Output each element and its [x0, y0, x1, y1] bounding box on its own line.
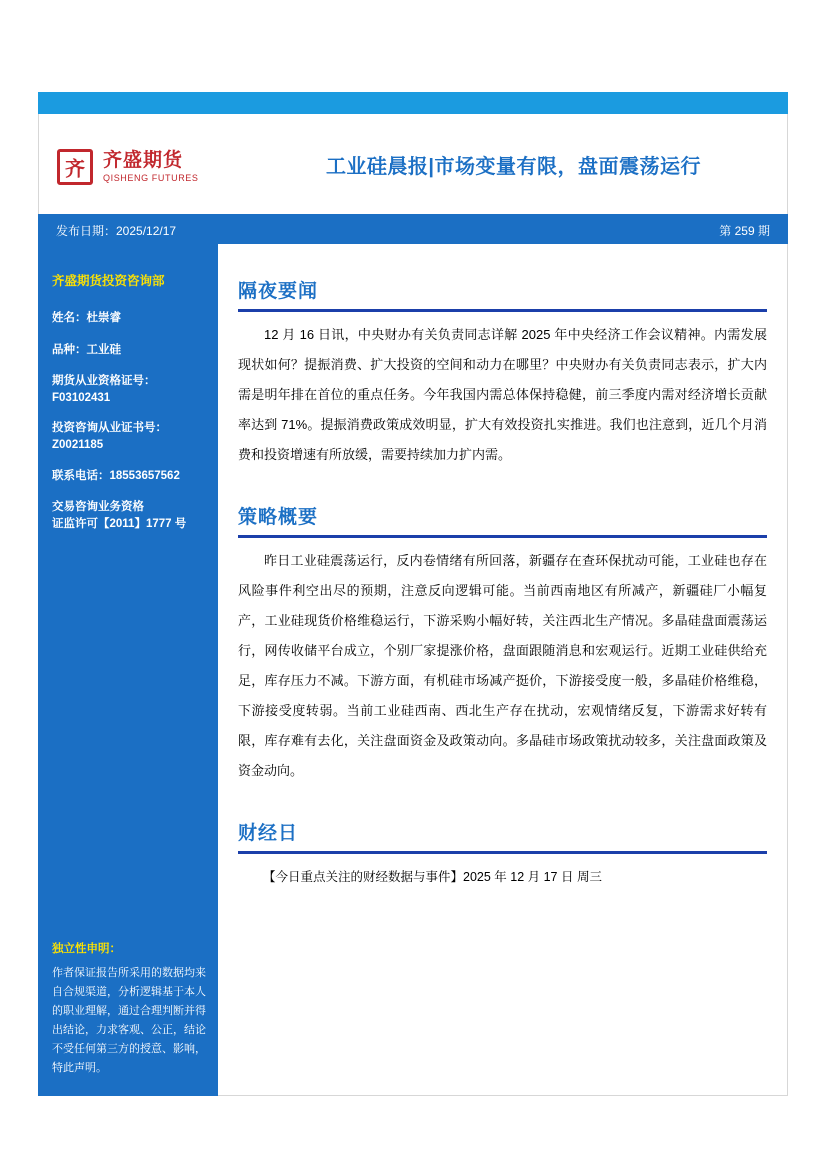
- sidebar-analyst-name: 姓名：杜崇睿: [52, 312, 121, 324]
- sidebar-license-value: 证监许可【2011】1777 号: [52, 518, 187, 530]
- section-strategy: [238, 474, 767, 786]
- disclaimer-title: 独立性申明：: [52, 943, 121, 955]
- logo-english-name: QISHENG FUTURES: [103, 173, 199, 183]
- sidebar-phone: 联系电话：18553657562: [52, 470, 180, 482]
- section-divider: [238, 535, 767, 538]
- document-header: [38, 114, 788, 214]
- sidebar-consult-value: Z0021185: [52, 439, 104, 451]
- section-calendar: [238, 790, 767, 892]
- sidebar-qualification-value: F03102431: [52, 392, 111, 404]
- sidebar-disclaimer: [52, 940, 206, 1078]
- issue-number: 第 259 期: [719, 224, 770, 238]
- section-body: 昨日工业硅震荡运行，反内卷情绪有所回落，新疆存在查环保扰动可能，工业硅也存在风险事件利空出尽的预期，注意反向逻辑可能。当前西南地区有所减产，新疆硅厂小幅复产，工业硅现货价格维稳运行，下游采购小幅好转，关注西北生产情况。多晶硅盘面震荡运行，网传收储平台成立，个别厂家提涨价格，盘面跟随消息和宏观运行。近期工业硅供给充足，库存压力不减。下游方面，有机硅市场减产挺价，下游接受度一般，多晶硅价格维稳，下游接受度转弱。当前工业硅西南、西北生产存在扰动，宏观情绪反复，下游需求好转有限，库存难有去化，关注盘面资金及政策动向。多晶硅市场政策扰动较多，关注盘面政策及资金动向。: [238, 553, 767, 778]
- sidebar-department: 齐盛期货投资咨询部: [52, 274, 165, 288]
- disclaimer-body: 作者保证报告所采用的数据均来自合规渠道，分析逻辑基于本人的职业理解，通过合理判断并得出结论，力求客观、公正，结论不受任何第三方的授意、影响，特此声明。: [52, 967, 206, 1074]
- section-heading: 财经日: [238, 823, 299, 844]
- company-logo: [57, 140, 237, 194]
- publication-bar: [38, 214, 788, 244]
- section-body: 12 月 16 日讯，中央财办有关负责同志详解 2025 年中央经济工作会议精神。内需发展现状如何？提振消费、扩大投资的空间和动力在哪里？中央财办有关负责同志表示，扩大内需是明年排在首位的重点任务。今年我国内需总体保持稳健，前三季度内需对经济增长贡献率达到 71%。提振消费政策成效明显，扩大有效投资扎实推进。我们也注意到，近几个月消费和投资增速有所放缓，需要持续加力扩内需。: [238, 327, 767, 462]
- sidebar-consult-label: 投资咨询从业证书号：: [52, 422, 167, 434]
- section-body: 【今日重点关注的财经数据与事件】2025 年 12 月 17 日 周三: [263, 870, 602, 884]
- page-title: 工业硅晨报|市场变量有限，盘面震荡运行: [325, 156, 702, 178]
- sidebar-qualification-label: 期货从业资格证号：: [52, 375, 156, 387]
- logo-chinese-name: 齐盛期货: [103, 150, 184, 171]
- publish-date: 发布日期：2025/12/17: [56, 224, 177, 238]
- top-accent-bar: [38, 92, 788, 114]
- sidebar-license-label: 交易咨询业务资格: [52, 501, 144, 513]
- section-news: [238, 248, 767, 470]
- sidebar: [38, 244, 218, 1096]
- section-divider: [238, 851, 767, 854]
- section-heading: 策略概要: [238, 507, 319, 528]
- seal-icon: [57, 147, 97, 187]
- section-heading: 隔夜要闻: [238, 281, 319, 302]
- sidebar-variety: 品种：工业硅: [52, 344, 121, 356]
- section-divider: [238, 309, 767, 312]
- main-content: [218, 244, 788, 1096]
